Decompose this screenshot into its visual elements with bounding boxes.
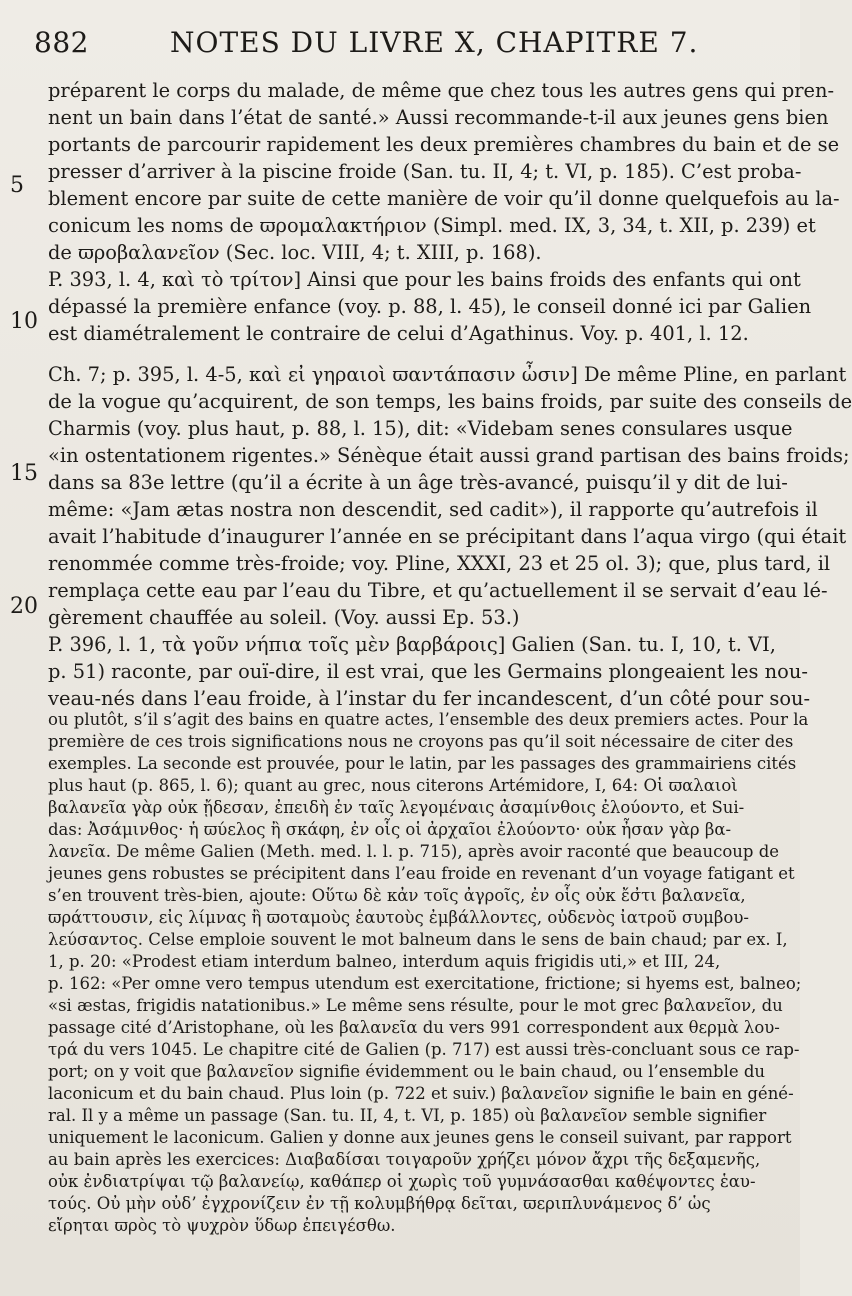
note-line: plus haut (p. 865, l. 6); quant au grec, nous citerons Artémidore, I, 64: Οἱ ϖαλαιοὶ [48,776,738,796]
main-line: nent un bain dans l’état de santé.» Aussi recommande-t-il aux jeunes gens bien [48,105,829,129]
note-line: première de ces trois significations nous ne croyons pas qu’il soit nécessaire de citer des [48,732,794,752]
line-number-15: 15 [10,461,38,486]
note-line: εἴρηται ϖρὸς τὸ ψυχρὸν ὕδωρ ἐπειγέσθω. [48,1216,396,1236]
note-line: das: Ἀσάμινθος· ἡ ϖύελος ἢ σκάφη, ἐν οἷς οἱ ἀρχαῖοι ἐλούοντο· οὐκ ἦσαν γὰρ βα- [48,820,732,840]
note-line: exemples. La seconde est prouvée, pour le latin, par les passages des grammairiens cités [48,754,797,774]
note-line: 1, p. 20: «Prodest etiam interdum balneo, interdum aquis frigidis uti,» et III, 24, [48,952,721,972]
footnotes [48,708,809,1268]
running-title: NOTES DU LIVRE X, CHAPITRE 7. [170,26,699,59]
main-line: de la vogue qu’acquirent, de son temps, les bains froids, par suite des conseils de [48,389,852,413]
note-line: τούς. Οὐ μὴν οὐδ’ ἐγχρονίζειν ἐν τῇ κολυμβήθρᾳ δεῖται, ϖεριπλυνάμενος δ’ ὡς [48,1194,711,1214]
note-line: passage cité d’Aristophane, où les βαλανεῖα du vers 991 correspondent aux θερμὰ λου- [48,1018,780,1038]
note-line: laconicum et du bain chaud. Plus loin (p. 722 et suiv.) βαλανεῖον signifie le bain en géné- [48,1084,794,1104]
main-line: P. 393, l. 4, καὶ τὸ τρίτον] Ainsi que pour les bains froids des enfants qui ont [48,267,801,291]
main-line: remplaça cette eau par l’eau du Tibre, et qu’actuellement il se servait d’eau lé- [48,578,828,602]
main-line: préparent le corps du malade, de même que chez tous les autres gens qui pren- [48,78,835,102]
line-number-20: 20 [10,594,38,619]
page-header [34,26,780,60]
note-line: ϖράττουσιν, εἰς λίμνας ἢ ϖοταμοὺς ἑαυτοὺς ἐμβάλλοντες, οὐδενὸς ἰατροῦ συμβου- [48,908,749,928]
note-line: au bain après les exercices: Διαβαδίσαι τοιγαροῦν χρήζει μόνον ἄχρι τῆς δεξαμενῆς, [48,1150,761,1170]
main-line: blement encore par suite de cette manière de voir qu’il donne quelquefois au la- [48,186,840,210]
main-line: dépassé la première enfance (voy. p. 88, l. 45), le conseil donné ici par Galien [48,294,812,318]
note-line: uniquement le laconicum. Galien y donne aux jeunes gens le conseil suivant, par rapport [48,1128,792,1148]
main-line: est diamétralement le contraire de celui d’Agathinus. Voy. p. 401, l. 12. [48,321,749,345]
main-line: veau-nés dans l’eau froide, à l’instar du fer incandescent, d’un côté pour sou- [48,686,811,710]
note-line: ou plutôt, s’il s’agit des bains en quatre actes, l’ensemble des deux premiers actes. Pour la [48,710,809,730]
main-line: conicum les noms de ϖρομαλακτήριον (Simpl. med. IX, 3, 34, t. XII, p. 239) et [48,213,816,237]
note-line: jeunes gens robustes se précipitent dans l’eau froide en revenant d’un voyage fatigant et [48,864,795,884]
main-line: Charmis (voy. plus haut, p. 88, l. 15), dit: «Videbam senes consulares usque [48,416,793,440]
main-line: portants de parcourir rapidement les deux premières chambres du bain et de se [48,132,840,156]
main-line: gèrement chauffée au soleil. (Voy. aussi Ep. 53.) [48,605,520,629]
note-line: λεύσαντος. Celse emploie souvent le mot balneum dans le sens de bain chaud; par ex. I, [48,930,788,950]
main-line: dans sa 83e lettre (qu’il a écrite à un âge très-avancé, puisqu’il y dit de lui- [48,470,788,494]
main-line: P. 396, l. 1, τὰ γοῦν νήπια τοῖς μὲν βαρβάροις] Galien (San. tu. I, 10, t. VI, [48,632,776,656]
note-line: ral. Il y a même un passage (San. tu. II, 4, t. VI, p. 185) où βαλανεῖον semble signifier [48,1106,767,1126]
main-line: Ch. 7; p. 395, l. 4-5, καὶ εἰ γηραιοὶ ϖαντάπασιν ὦσιν] De même Pline, en parlant [48,362,847,386]
note-line: s’en trouvent très-bien, ajoute: Οὕτω δὲ κἀν τοῖς ἀγροῖς, ἐν οἷς οὐκ ἔσ̓τι βαλανεῖα, [48,886,746,906]
note-line: «si æstas, frigidis natationibus.» Le même sens résulte, pour le mot grec βαλανεῖον, du [48,996,783,1016]
note-line: οὐκ ἐνδιατρίψαι τῷ βαλανείῳ, καθάπερ οἱ χωρὶς τοῦ γυμνάσασθαι καθέψοντες ἑαυ- [48,1172,756,1192]
main-line: presser d’arriver à la piscine froide (San. tu. II, 4; t. VI, p. 185). C’est proba- [48,159,802,183]
page-number: 882 [34,26,89,59]
line-number-10: 10 [10,309,38,334]
main-line: renommée comme très-froide; voy. Pline, XXXI, 23 et 25 ol. 3); que, plus tard, il [48,551,831,575]
note-line: λανεῖα. De même Galien (Meth. med. l. l. p. 715), après avoir raconté que beaucoup de [48,842,780,862]
main-line: avait l’habitude d’inaugurer l’année en se précipitant dans l’aqua virgo (qui était [48,524,847,548]
main-line: p. 51) raconte, par ouï-dire, il est vrai, que les Germains plongeaient les nou- [48,659,808,683]
main-line: «in ostentationem rigentes.» Sénèque était aussi grand partisan des bains froids; [48,443,850,467]
note-line: p. 162: «Per omne vero tempus utendum est exercitatione, frictione; si hyems est, balneo; [48,974,802,994]
line-number-5: 5 [10,173,24,198]
note-line: port; on y voit que βαλανεῖον signifie évidemment ou le bain chaud, ou l’ensemble du [48,1062,766,1082]
main-text [48,76,852,710]
main-line: même: «Jam ætas nostra non descendit, sed cadit»), il rapporte qu’autrefois il [48,497,818,521]
note-line: βαλανεῖα γὰρ οὐκ ᾔδεσαν, ἐπειδὴ ἐν ταῖς λεγομέναις ἀσαμίνθοις ἐλούοντο, et Sui- [48,798,745,818]
note-line: τρά du vers 1045. Le chapitre cité de Galien (p. 717) est aussi très-concluant sous ce rap- [48,1040,800,1060]
main-line: de ϖροβαλανεῖον (Sec. loc. VIII, 4; t. XIII, p. 168). [48,240,542,264]
